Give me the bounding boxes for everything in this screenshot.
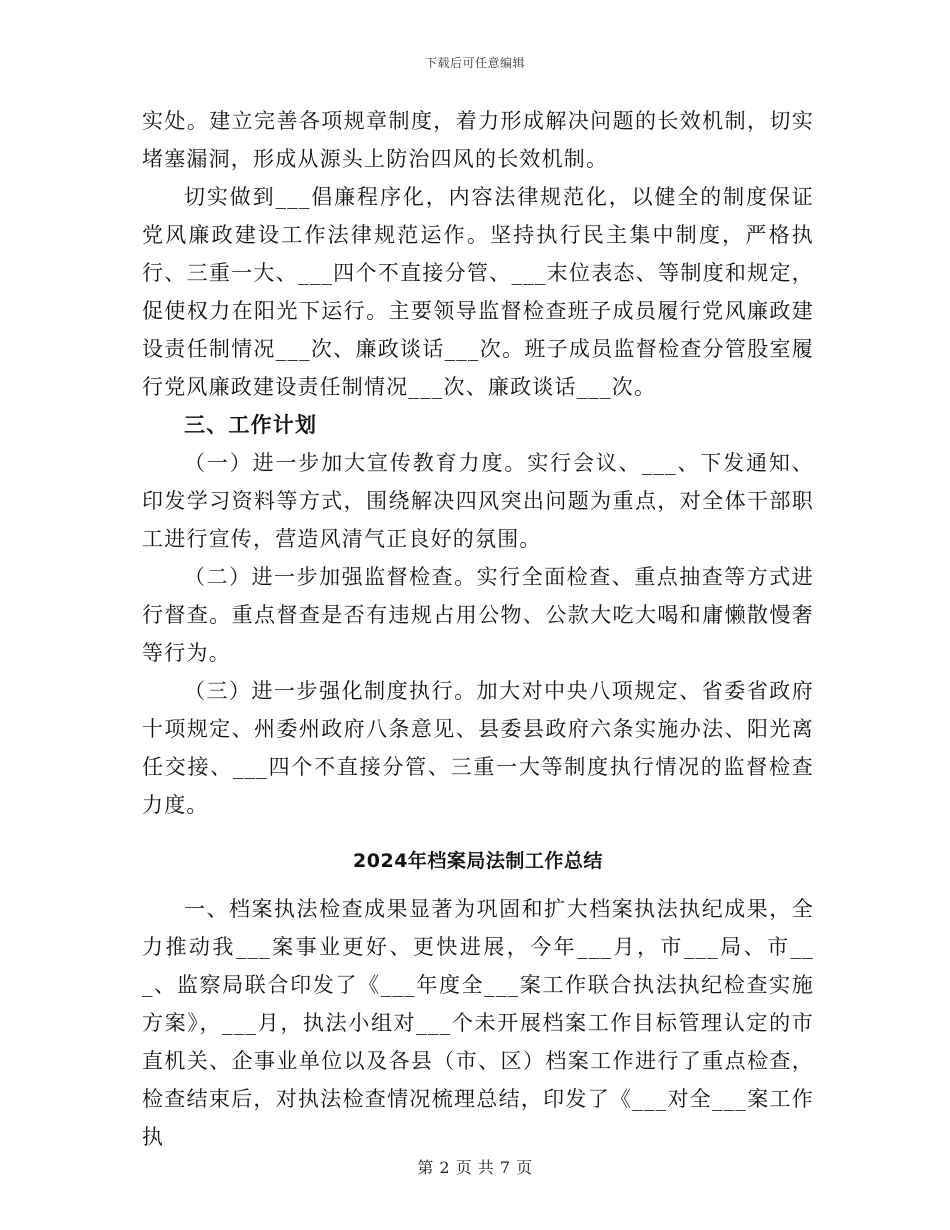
paragraph-institution-building: 切实做到___倡廉程序化，内容法律规范化，以健全的制度保证党风廉政建设工作法律规范运作。坚持执行民主集中制度，严格执行、三重一大、___四个不直接分管、___末位表态、等制度和规定，促使权力在阳光下运行。主要领导监督检查班子成员履行党风廉政建设责任制情况___次、廉政谈话___次。班子成员监督检查分管股室履行党风廉政建设责任制情况___次、廉政谈话___次。 — [142, 185, 814, 399]
page-number: 第 2 页 共 7 页 — [417, 1158, 533, 1177]
header-note: 下载后可任意编辑 — [424, 56, 525, 70]
document-body — [142, 102, 814, 1156]
paragraph-plan-item-1: （一）进一步加大宣传教育力度。实行会议、___、下发通知、印发学习资料等方式，围绕解决四风突出问题为重点，对全体干部职工进行宣传，营造风清气正良好的氛围。 — [142, 451, 814, 551]
paragraph-plan-item-3: （三）进一步强化制度执行。加大对中央八项规定、省委省政府十项规定、州委州政府八条意见、县委县政府六条实施办法、阳光离任交接、___四个不直接分管、三重一大等制度执行情况的监督检查力度。 — [142, 679, 814, 817]
paragraph-continuation: 实处。建立完善各项规章制度，着力形成解决问题的长效机制，切实堵塞漏洞，形成从源头上防治四风的长效机制。 — [142, 109, 814, 171]
paragraph-law-enforcement: 一、档案执法检查成果显著为巩固和扩大档案执法执纪成果，全力推动我___案事业更好、更快进展，今年___月，市___局、市___、监察局联合印发了《___年度全___案工作联合执法执纪检查实施方案》，___月，执法小组对___个未开展档案工作目标管理认定的市直机关、企事业单位以及各县（市、区）档案工作进行了重点检查，检查结束后，对执法检查情况梳理总结，印发了《___对全___案工作执 — [142, 897, 814, 1149]
document-title: 2024年档案局法制工作总结 — [353, 850, 603, 872]
section-heading-work-plan: 三、工作计划 — [184, 413, 318, 437]
paragraph-plan-item-2: （二）进一步加强监督检查。实行全面检查、重点抽查等方式进行督查。重点督查是否有违规占用公物、公款大吃大喝和庸懒散慢奢等行为。 — [142, 565, 814, 665]
